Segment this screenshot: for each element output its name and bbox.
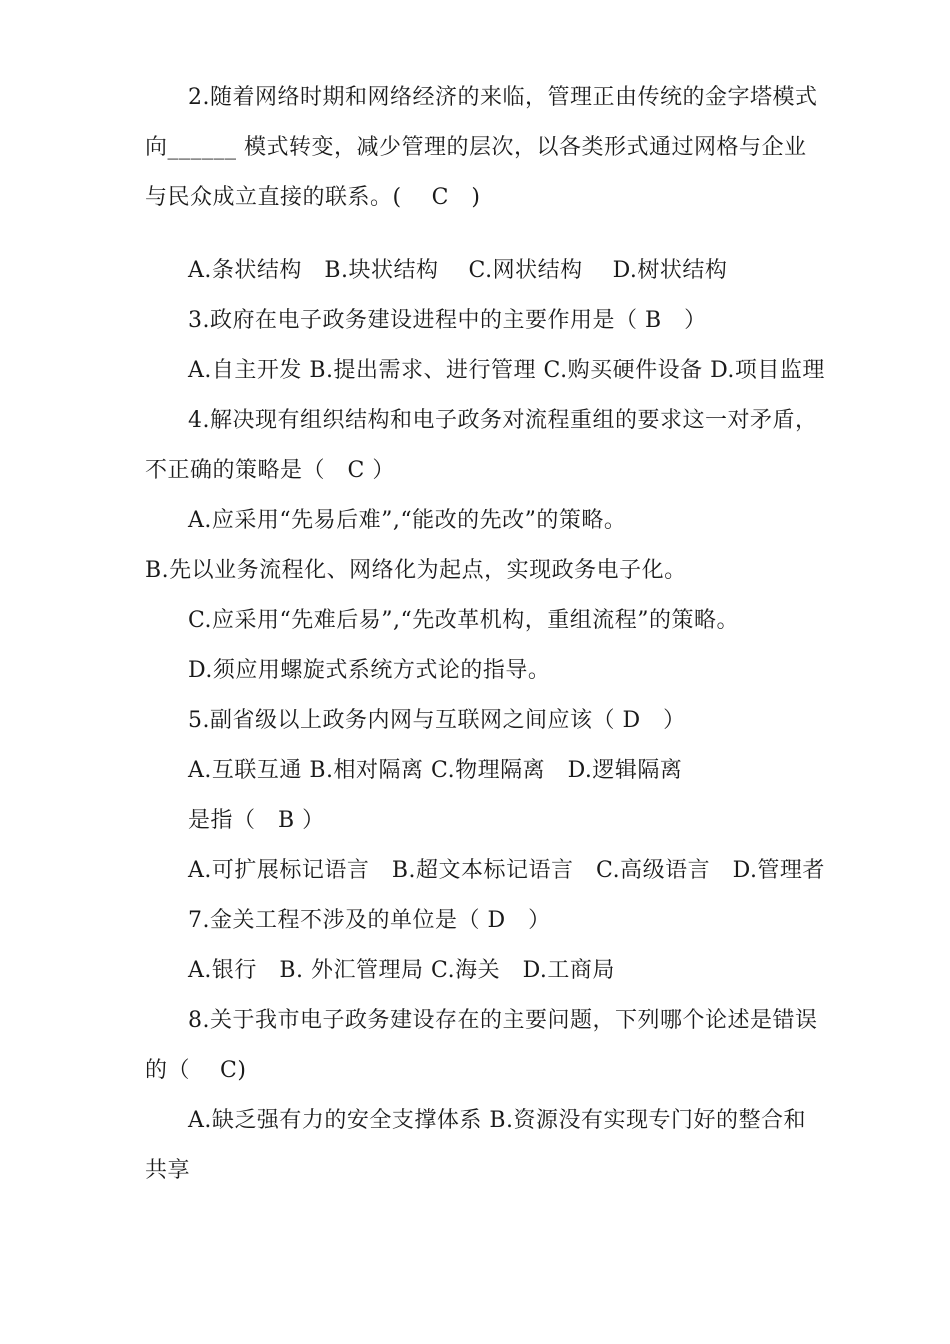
q2-options: A.条状结构 B.块状结构 C.网状结构 D.树状结构 (188, 258, 728, 283)
q4-option-b: B.先以业务流程化、网络化为起点，实现政务电子化。 (145, 558, 687, 583)
q8-options-line2: 共享 (145, 1158, 191, 1183)
q4-option-d: D.须应用螺旋式系统方式论的指导。 (188, 658, 551, 683)
q2-stem-line1: 2.随着网络时期和网络经济的来临，管理正由传统的金字塔模式 (188, 85, 818, 110)
q4-stem-line1: 4.解决现有组织结构和电子政务对流程重组的要求这一对矛盾， (188, 408, 818, 433)
q8-stem-line1: 8.关于我市电子政务建设存在的主要问题，下列哪个论述是错误 (188, 1008, 818, 1033)
q6-stem: 是指（ B ） (188, 808, 325, 833)
q7-options: A.银行 B. 外汇管理局 C.海关 D.工商局 (188, 958, 615, 983)
q8-options-line1: A.缺乏强有力的安全支撑体系 B.资源没有实现专门好的整合和 (188, 1108, 807, 1133)
q3-options: A.自主开发 B.提出需求、进行管理 C.购买硬件设备 D.项目监理 (188, 358, 825, 383)
q7-stem: 7.金关工程不涉及的单位是（ D ） (188, 908, 551, 933)
q5-stem: 5.副省级以上政务内网与互联网之间应该（ D ） (188, 708, 686, 733)
q4-option-a: A.应采用“先易后难”,“能改的先改”的策略。 (188, 508, 627, 533)
q8-stem-line2: 的（ C) (145, 1058, 247, 1083)
q6-options: A.可扩展标记语言 B.超文本标记语言 C.高级语言 D.管理者 (188, 858, 825, 883)
q4-stem-line2: 不正确的策略是（ C ） (145, 458, 395, 483)
q3-stem: 3.政府在电子政务建设进程中的主要作用是（ B ） (188, 308, 707, 333)
q2-stem-line2: 向______ 模式转变，减少管理的层次，以各类形式通过网格与企业 (145, 135, 807, 160)
q5-options: A.互联互通 B.相对隔离 C.物理隔离 D.逻辑隔离 (188, 758, 683, 783)
q2-stem-line3: 与民众成立直接的联系。( C ) (145, 185, 481, 210)
q4-option-c: C.应采用“先难后易”,“先改革机构，重组流程”的策略。 (188, 608, 740, 633)
